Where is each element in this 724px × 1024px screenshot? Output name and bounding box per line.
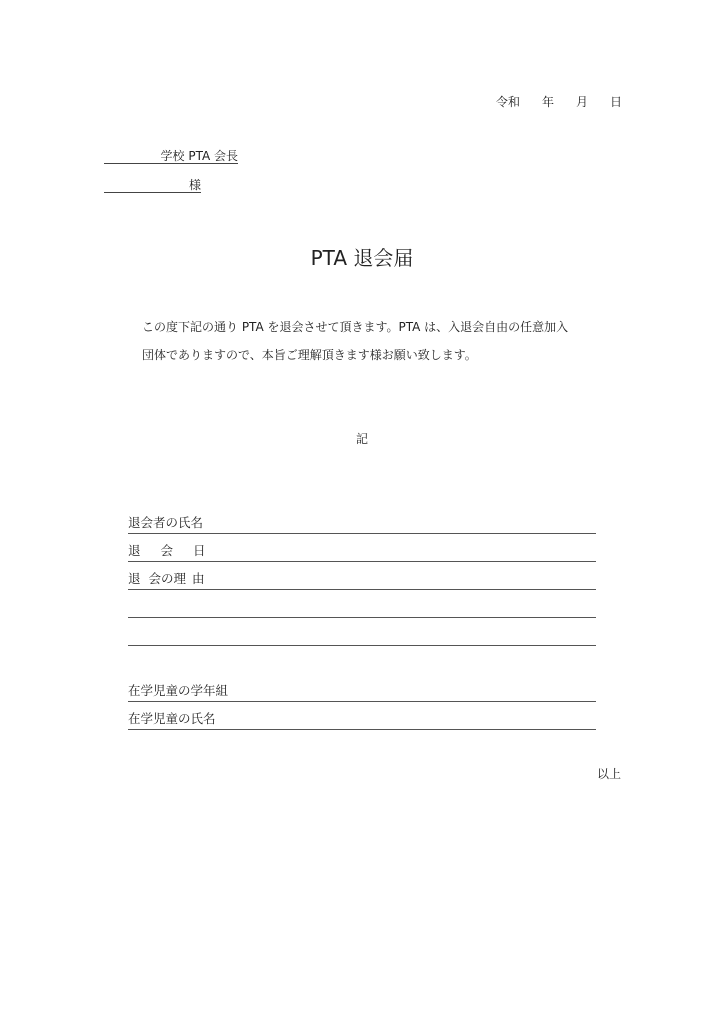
withdrawal-reason-label-2: 会の理 — [148, 571, 187, 586]
recipient-line2: 様 — [188, 178, 201, 192]
recipient-line1: 学校 PTA 会長 — [160, 149, 238, 163]
student-grade-class-label: 在学児童の学年組 — [128, 683, 229, 698]
withdrawal-reason-line-3[interactable] — [128, 625, 596, 646]
document-title: PTA 退会届 — [310, 246, 414, 270]
withdrawal-date-label-2: 会 — [160, 543, 174, 558]
recipient-school-field[interactable] — [104, 149, 238, 164]
withdrawer-name-label: 退会者の氏名 — [128, 515, 204, 530]
date-day-label: 日 — [609, 95, 622, 109]
withdrawal-reason-label-1: 退 — [128, 571, 141, 586]
withdrawal-reason-line-2[interactable] — [128, 597, 596, 618]
withdrawer-name-field[interactable] — [128, 513, 596, 534]
date-month-label: 月 — [575, 95, 588, 109]
withdrawal-reason-field[interactable] — [128, 569, 596, 590]
student-name-label: 在学児童の氏名 — [128, 711, 216, 726]
student-grade-class-field[interactable] — [128, 681, 596, 702]
student-name-field[interactable] — [128, 709, 596, 730]
closing-text: 以上 — [596, 767, 621, 781]
ki-heading: 記 — [355, 432, 368, 446]
recipient-name-field[interactable] — [104, 178, 201, 193]
date-era: 令和 — [495, 95, 520, 109]
date-line — [496, 93, 622, 110]
body-paragraph-line-1: この度下記の通り PTA を退会させて頂きます。PTA は、入退会自由の任意加入 — [142, 320, 569, 334]
date-year-label: 年 — [541, 95, 554, 109]
withdrawal-reason-label-3: 由 — [192, 571, 205, 586]
body-paragraph-line-2: 団体でありますので、本旨ご理解頂きます様お願い致します。 — [142, 348, 477, 362]
withdrawal-date-label-1: 退 — [128, 543, 141, 558]
withdrawal-date-field[interactable] — [128, 541, 596, 562]
withdrawal-date-label-3: 日 — [193, 543, 206, 558]
